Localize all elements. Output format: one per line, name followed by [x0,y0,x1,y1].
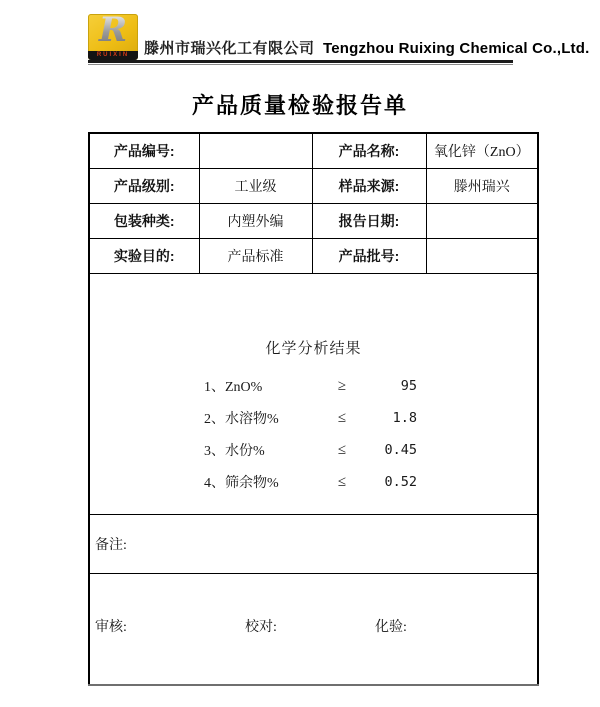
analysis-item-value: 95 [400,378,417,394]
header-divider-rule [88,60,513,65]
packaging-type-value: 内塑外编 [199,203,312,238]
proofread-label: 校对: [245,619,277,635]
analysis-section-row [89,273,538,514]
test-purpose-value: 产品标准 [199,238,312,273]
product-name-label: 产品名称: [312,133,426,168]
test-purpose-label: 实验目的: [89,238,199,273]
review-label: 审核: [95,619,127,635]
table-row [89,168,538,203]
company-name-line [144,37,590,58]
product-code-label: 产品编号: [89,133,199,168]
page-title: 产品质量检验报告单 [191,93,408,118]
analysis-item-sieve-residue [204,466,537,498]
logo-brand-bar [88,51,138,60]
remarks-label: 备注: [95,537,127,553]
sample-source-label: 样品来源: [312,168,426,203]
report-table [88,132,539,686]
logo-r-monogram-icon: R [88,11,138,49]
analysis-item-name: 2、水溶物% [204,412,279,427]
analysis-item-operator: ≤ [337,409,347,426]
logo-brand-text: RUIXIN [96,52,130,58]
analysis-item-value: 0.52 [384,474,417,490]
report-date-value [426,203,538,238]
product-grade-label: 产品级别: [89,168,199,203]
analysis-item-operator: ≤ [337,473,347,490]
table-row [89,133,538,168]
analysis-item-value: 0.45 [384,442,417,458]
analysis-section [89,273,538,514]
signoff-wrap [90,574,537,684]
product-grade-value: 工业级 [199,168,312,203]
table-row [89,203,538,238]
analysis-items [90,370,537,498]
analysis-item-operator: ≤ [337,441,347,458]
company-header [88,10,590,60]
signoff-section [89,573,538,685]
header-divider-thick-line [88,60,513,63]
batch-number-label: 产品批号: [312,238,426,273]
analysis-item-name: 4、筛余物% [204,476,279,491]
sample-source-value: 滕州瑞兴 [426,168,538,203]
assay-label: 化验: [375,619,407,635]
remarks-section-row [89,514,538,573]
product-name-value: 氧化锌（ZnO） [426,133,538,168]
company-logo [88,10,138,60]
analysis-item-moisture [204,434,537,466]
packaging-type-label: 包装种类: [89,203,199,238]
company-name-english: Tengzhou Ruixing Chemical Co.,Ltd. [322,40,590,57]
report-date-label: 报告日期: [312,203,426,238]
analysis-item-zno [204,370,537,402]
batch-number-value [426,238,538,273]
table-row [89,238,538,273]
analysis-item-operator: ≥ [337,377,347,394]
analysis-item-name: 3、水份% [204,444,265,459]
header-divider-thin-line [88,64,513,65]
company-name-chinese: 滕州市瑞兴化工有限公司 [144,41,315,57]
analysis-item-water-soluble [204,402,537,434]
analysis-item-name: 1、ZnO% [204,380,263,395]
product-code-value [199,133,312,168]
analysis-title: 化学分析结果 [265,341,362,357]
analysis-item-value: 1.8 [392,410,417,426]
signoff-section-row [89,573,538,685]
remarks-section [89,514,538,573]
